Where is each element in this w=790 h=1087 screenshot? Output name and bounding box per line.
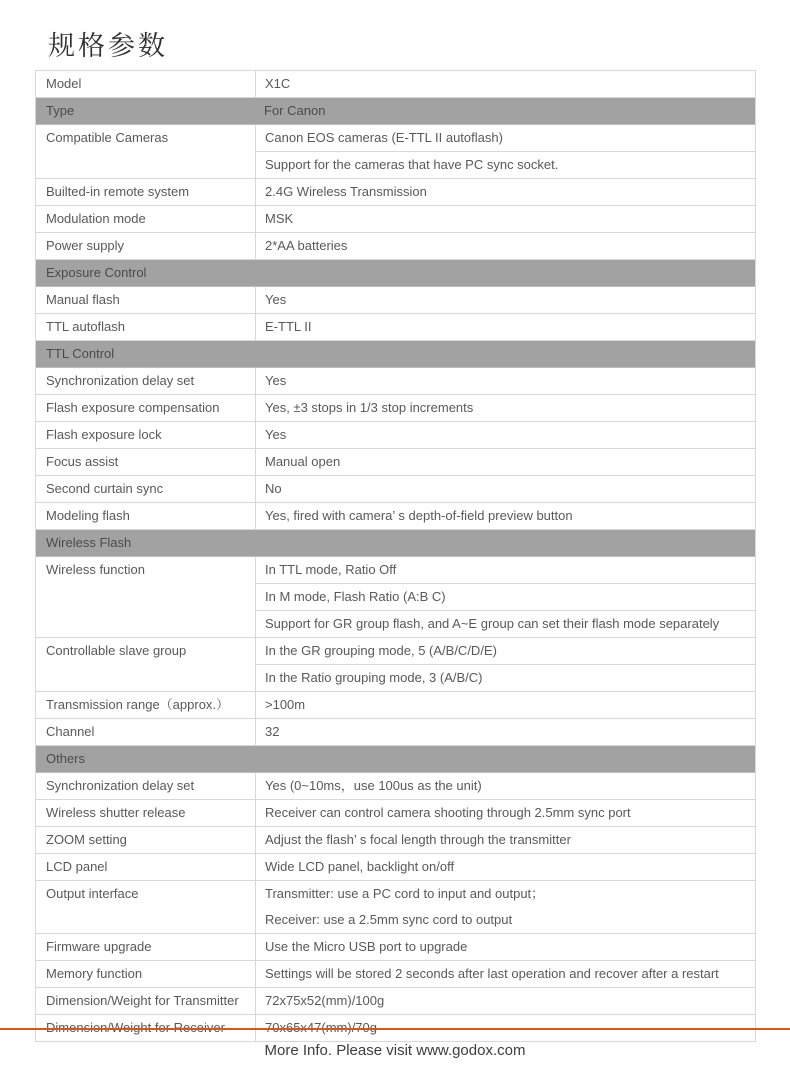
- row-value-line: Yes: [265, 292, 287, 307]
- section-header-row: [36, 260, 755, 287]
- table-row: [36, 125, 755, 179]
- table-row: [36, 206, 755, 233]
- table-row: [36, 449, 755, 476]
- row-label: Flash exposure compensation: [36, 395, 256, 421]
- row-value-line: Use the Micro USB port to upgrade: [265, 939, 468, 954]
- row-value-line: Settings will be stored 2 seconds after last operation and recover after a restart: [265, 966, 719, 981]
- row-label: Dimension/Weight for Transmitter: [36, 988, 256, 1014]
- table-row: [36, 314, 755, 341]
- row-value-line: Yes, ±3 stops in 1/3 stop increments: [265, 400, 474, 415]
- row-value-line: Yes (0~10ms，use 100us as the unit): [265, 778, 482, 793]
- section-title: TTL Control: [46, 346, 115, 361]
- row-value-line: Yes, fired with camera’ s depth-of-field preview button: [265, 508, 573, 523]
- table-row: [36, 773, 755, 800]
- row-value-line: In the GR grouping mode, 5 (A/B/C/D/E): [265, 643, 497, 658]
- row-label: Synchronization delay set: [36, 368, 256, 394]
- row-value-line: In TTL mode, Ratio Off: [265, 562, 397, 577]
- section-title: Wireless Flash: [46, 535, 132, 550]
- row-value-line: Wide LCD panel, backlight on/off: [265, 859, 455, 874]
- footer-divider-line: [0, 1028, 790, 1030]
- spec-table: [35, 70, 756, 1042]
- row-value: [256, 934, 755, 960]
- row-value-line: In the Ratio grouping mode, 3 (A/B/C): [256, 664, 755, 691]
- row-label: LCD panel: [36, 854, 256, 880]
- table-row: [36, 881, 755, 934]
- row-value-line: No: [265, 481, 282, 496]
- row-label: Synchronization delay set: [36, 773, 256, 799]
- table-row: [36, 961, 755, 988]
- table-row: [36, 827, 755, 854]
- row-value-line: Adjust the flash’ s focal length through the transmitter: [265, 832, 571, 847]
- row-value-line: 2*AA batteries: [265, 238, 348, 253]
- row-value-line: Transmitter: use a PC cord to input and output；: [265, 886, 545, 901]
- section-header-row: [36, 746, 755, 773]
- row-label: Manual flash: [36, 287, 256, 313]
- row-label: Model: [36, 71, 256, 97]
- row-value: [256, 206, 755, 232]
- row-value: [256, 368, 755, 394]
- table-row: [36, 233, 755, 260]
- row-value-line: E-TTL II: [265, 319, 312, 334]
- row-label: Memory function: [36, 961, 256, 987]
- table-row: [36, 179, 755, 206]
- row-value: [256, 233, 755, 259]
- row-label: Focus assist: [36, 449, 256, 475]
- table-row: [36, 854, 755, 881]
- row-value-line: Manual open: [265, 454, 341, 469]
- row-label: Wireless shutter release: [36, 800, 256, 826]
- row-value-line: Receiver: use a 2.5mm sync cord to output: [265, 912, 513, 927]
- row-value: [256, 314, 755, 340]
- row-value: [256, 125, 755, 178]
- row-label: Firmware upgrade: [36, 934, 256, 960]
- row-value: [256, 71, 755, 97]
- page-title: 规格参数: [48, 31, 168, 61]
- row-value-line: Receiver can control camera shooting through 2.5mm sync port: [265, 805, 631, 820]
- section-header-row: [36, 98, 755, 125]
- section-title: Others: [46, 751, 86, 766]
- row-value: [256, 557, 755, 637]
- section-title: Exposure Control: [46, 265, 147, 280]
- table-row: [36, 395, 755, 422]
- row-label: Channel: [36, 719, 256, 745]
- row-value: [256, 719, 755, 745]
- table-row: [36, 476, 755, 503]
- row-label: Wireless function: [36, 557, 256, 637]
- row-value-line: 2.4G Wireless Transmission: [265, 184, 427, 199]
- row-value: [255, 746, 755, 772]
- section-title: Type: [46, 103, 75, 118]
- table-row: [36, 719, 755, 746]
- section-header-row: [36, 341, 755, 368]
- table-row: [36, 557, 755, 638]
- row-label: Power supply: [36, 233, 256, 259]
- table-row: [36, 988, 755, 1015]
- section-header-row: [36, 530, 755, 557]
- row-value: [256, 395, 755, 421]
- row-value: [256, 692, 755, 718]
- row-value: [256, 476, 755, 502]
- row-value: [256, 800, 755, 826]
- row-value: [256, 773, 755, 799]
- row-label: Modulation mode: [36, 206, 256, 232]
- row-value: [256, 854, 755, 880]
- row-value: [256, 422, 755, 448]
- row-value-line: Yes: [265, 427, 287, 442]
- table-row: [36, 368, 755, 395]
- table-row: [36, 503, 755, 530]
- table-row: [36, 71, 755, 98]
- row-value-line: MSK: [265, 211, 294, 226]
- table-row: [36, 422, 755, 449]
- table-row: [36, 638, 755, 692]
- row-label: Flash exposure lock: [36, 422, 256, 448]
- row-value-line: Canon EOS cameras (E-TTL II autoflash): [265, 130, 503, 145]
- row-value: [256, 638, 755, 691]
- row-label: TTL autoflash: [36, 314, 256, 340]
- row-label: Compatible Cameras: [36, 125, 256, 178]
- row-value-line: Yes: [265, 373, 287, 388]
- row-value: [255, 530, 755, 556]
- row-label: Modeling flash: [36, 503, 256, 529]
- row-value: [256, 449, 755, 475]
- row-label: Second curtain sync: [36, 476, 256, 502]
- row-label: ZOOM setting: [36, 827, 256, 853]
- table-row: [36, 692, 755, 719]
- row-value-line: 72x75x52(mm)/100g: [265, 993, 385, 1008]
- table-row: [36, 287, 755, 314]
- row-value: [256, 881, 755, 933]
- row-label: Transmission range（approx.）: [36, 692, 256, 718]
- row-value: [256, 988, 755, 1014]
- row-value: [256, 961, 755, 987]
- row-value: [255, 341, 755, 367]
- row-value: [256, 287, 755, 313]
- row-label: Builted-in remote system: [36, 179, 256, 205]
- row-value: [255, 260, 755, 286]
- row-value-line: Support for the cameras that have PC sync socket.: [256, 151, 755, 178]
- row-value: [256, 179, 755, 205]
- row-value: [256, 827, 755, 853]
- row-label: Controllable slave group: [36, 638, 256, 691]
- footer-note: More Info. Please visit www.godox.com: [264, 1042, 526, 1059]
- row-label: Output interface: [36, 881, 256, 933]
- row-value-line: >100m: [265, 697, 306, 712]
- row-value-line: X1C: [265, 76, 291, 91]
- row-value: [255, 98, 755, 124]
- row-value: [256, 503, 755, 529]
- row-value-line: Support for GR group flash, and A~E group can set their flash mode separately: [256, 610, 755, 637]
- row-value-line: For Canon: [264, 103, 326, 118]
- table-row: [36, 934, 755, 961]
- table-row: [36, 800, 755, 827]
- row-value-line: 32: [265, 724, 280, 739]
- row-value-line: In M mode, Flash Ratio (A:B C): [256, 583, 755, 610]
